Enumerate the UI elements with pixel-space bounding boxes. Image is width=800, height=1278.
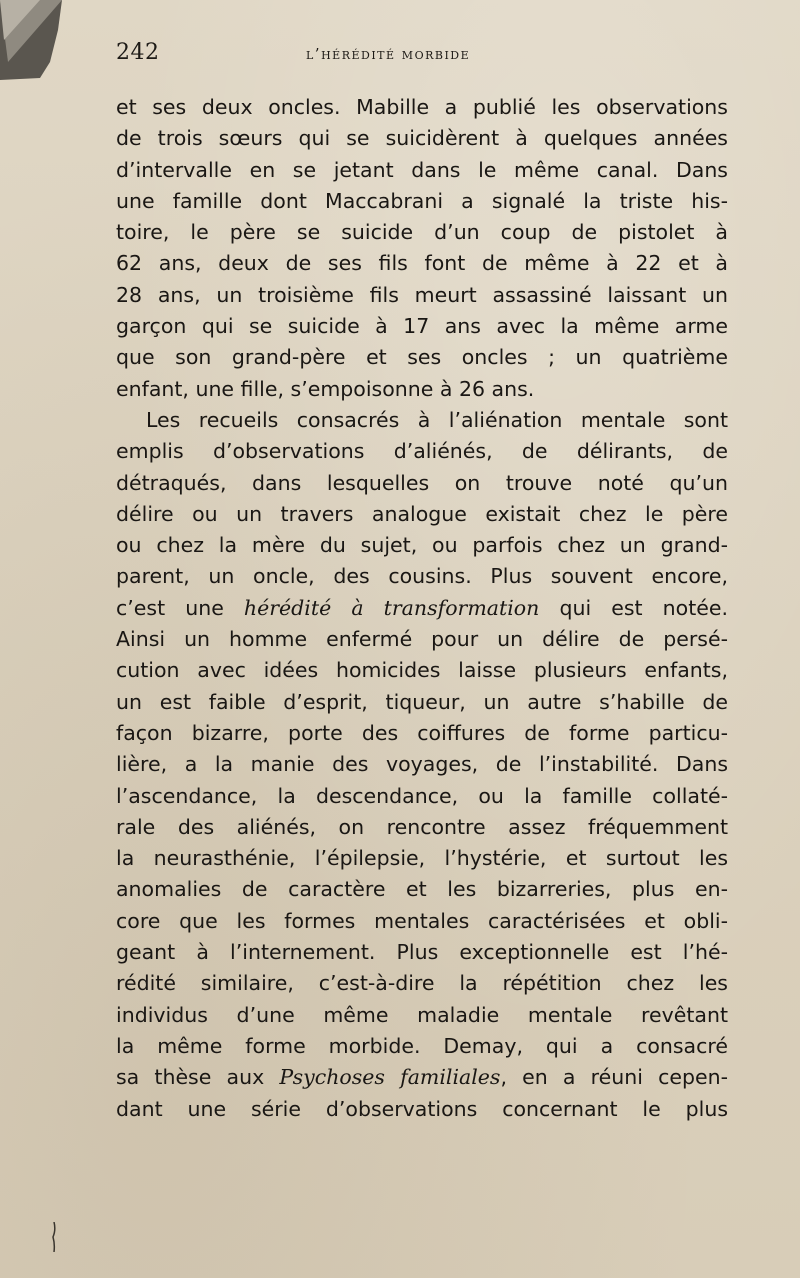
text-line: délire ou un travers analogue existait chez le père <box>116 501 728 526</box>
running-head: l’hérédité morbide <box>306 45 471 63</box>
text-line: emplis d’observations d’aliénés, de délirants, de <box>116 439 728 464</box>
text-line: Ainsi un homme enfermé pour un délire de persé- <box>116 627 728 652</box>
text-line: core que les formes mentales caractérisées et obli- <box>116 908 728 933</box>
body-text <box>116 92 728 1125</box>
text-line: et ses deux oncles. Mabille a publié les observations <box>116 95 728 119</box>
text-line: anomalies de caractère et les bizarreries, plus en- <box>116 877 728 902</box>
text-line: lière, a la manie des voyages, de l’instabilité. Dans <box>116 752 728 777</box>
text-line: ou chez la mère du sujet, ou parfois chez un grand- <box>116 533 728 558</box>
text-line: garçon qui se suicide à 17 ans avec la même arme <box>116 314 728 339</box>
italic-term: Psychoses familiales <box>279 1065 501 1090</box>
text-line: 62 ans, deux de ses fils font de même à 22 et à <box>116 251 728 276</box>
page-header <box>116 40 724 70</box>
text-line: un est faible d’esprit, tiqueur, un autre s’habille de <box>116 689 728 714</box>
binding-mark-icon <box>52 1222 56 1252</box>
text-line: 28 ans, un troisième fils meurt assassiné laissant un <box>116 282 728 307</box>
text-line <box>116 593 728 624</box>
text-line <box>116 1062 728 1093</box>
text-line: la même forme morbide. Demay, qui a consacré <box>116 1033 728 1058</box>
line-text: c’est une <box>116 595 244 620</box>
text-line: rale des aliénés, on rencontre assez fréquemment <box>116 814 728 839</box>
text-line: geant à l’internement. Plus exceptionnelle est l’hé- <box>116 940 728 965</box>
text-line: de trois sœurs qui se suicidèrent à quelques années <box>116 126 728 151</box>
text-line: rédité similaire, c’est-à-dire la répétition chez les <box>116 971 728 996</box>
folded-corner-icon <box>0 0 70 80</box>
text-line: cution avec idées homicides laisse plusieurs enfants, <box>116 658 728 683</box>
text-line: individus d’une même maladie mentale revêtant <box>116 1002 728 1027</box>
text-line: enfant, une fille, s’empoisonne à 26 ans. <box>116 376 535 401</box>
line-text: , en a réuni cepen- <box>500 1065 728 1090</box>
text-line: d’intervalle en se jetant dans le même canal. Dans <box>116 157 728 182</box>
line-text: qui est notée. <box>539 595 728 620</box>
line-text: sa thèse aux <box>116 1065 280 1090</box>
page-number: 242 <box>116 40 160 65</box>
text-line: façon bizarre, porte des coiffures de forme particu- <box>116 720 728 745</box>
text-line: détraqués, dans lesquelles on trouve noté qu’un <box>116 470 728 495</box>
text-line: une famille dont Maccabrani a signalé la triste his- <box>116 188 728 213</box>
text-line: toire, le père se suicide d’un coup de pistolet à <box>116 220 728 245</box>
text-line: l’ascendance, la descendance, ou la famille collaté- <box>116 783 728 808</box>
text-line: la neurasthénie, l’épilepsie, l’hystérie, et surtout les <box>116 846 728 871</box>
text-line: Les recueils consacrés à l’aliénation mentale sont <box>146 407 728 432</box>
italic-term: hérédité à transformation <box>243 595 540 620</box>
text-line: que son grand-père et ses oncles ; un quatrième <box>116 345 728 370</box>
text-line: dant une série d’observations concernant le plus <box>116 1096 728 1121</box>
text-line: parent, un oncle, des cousins. Plus souvent encore, <box>116 564 728 589</box>
